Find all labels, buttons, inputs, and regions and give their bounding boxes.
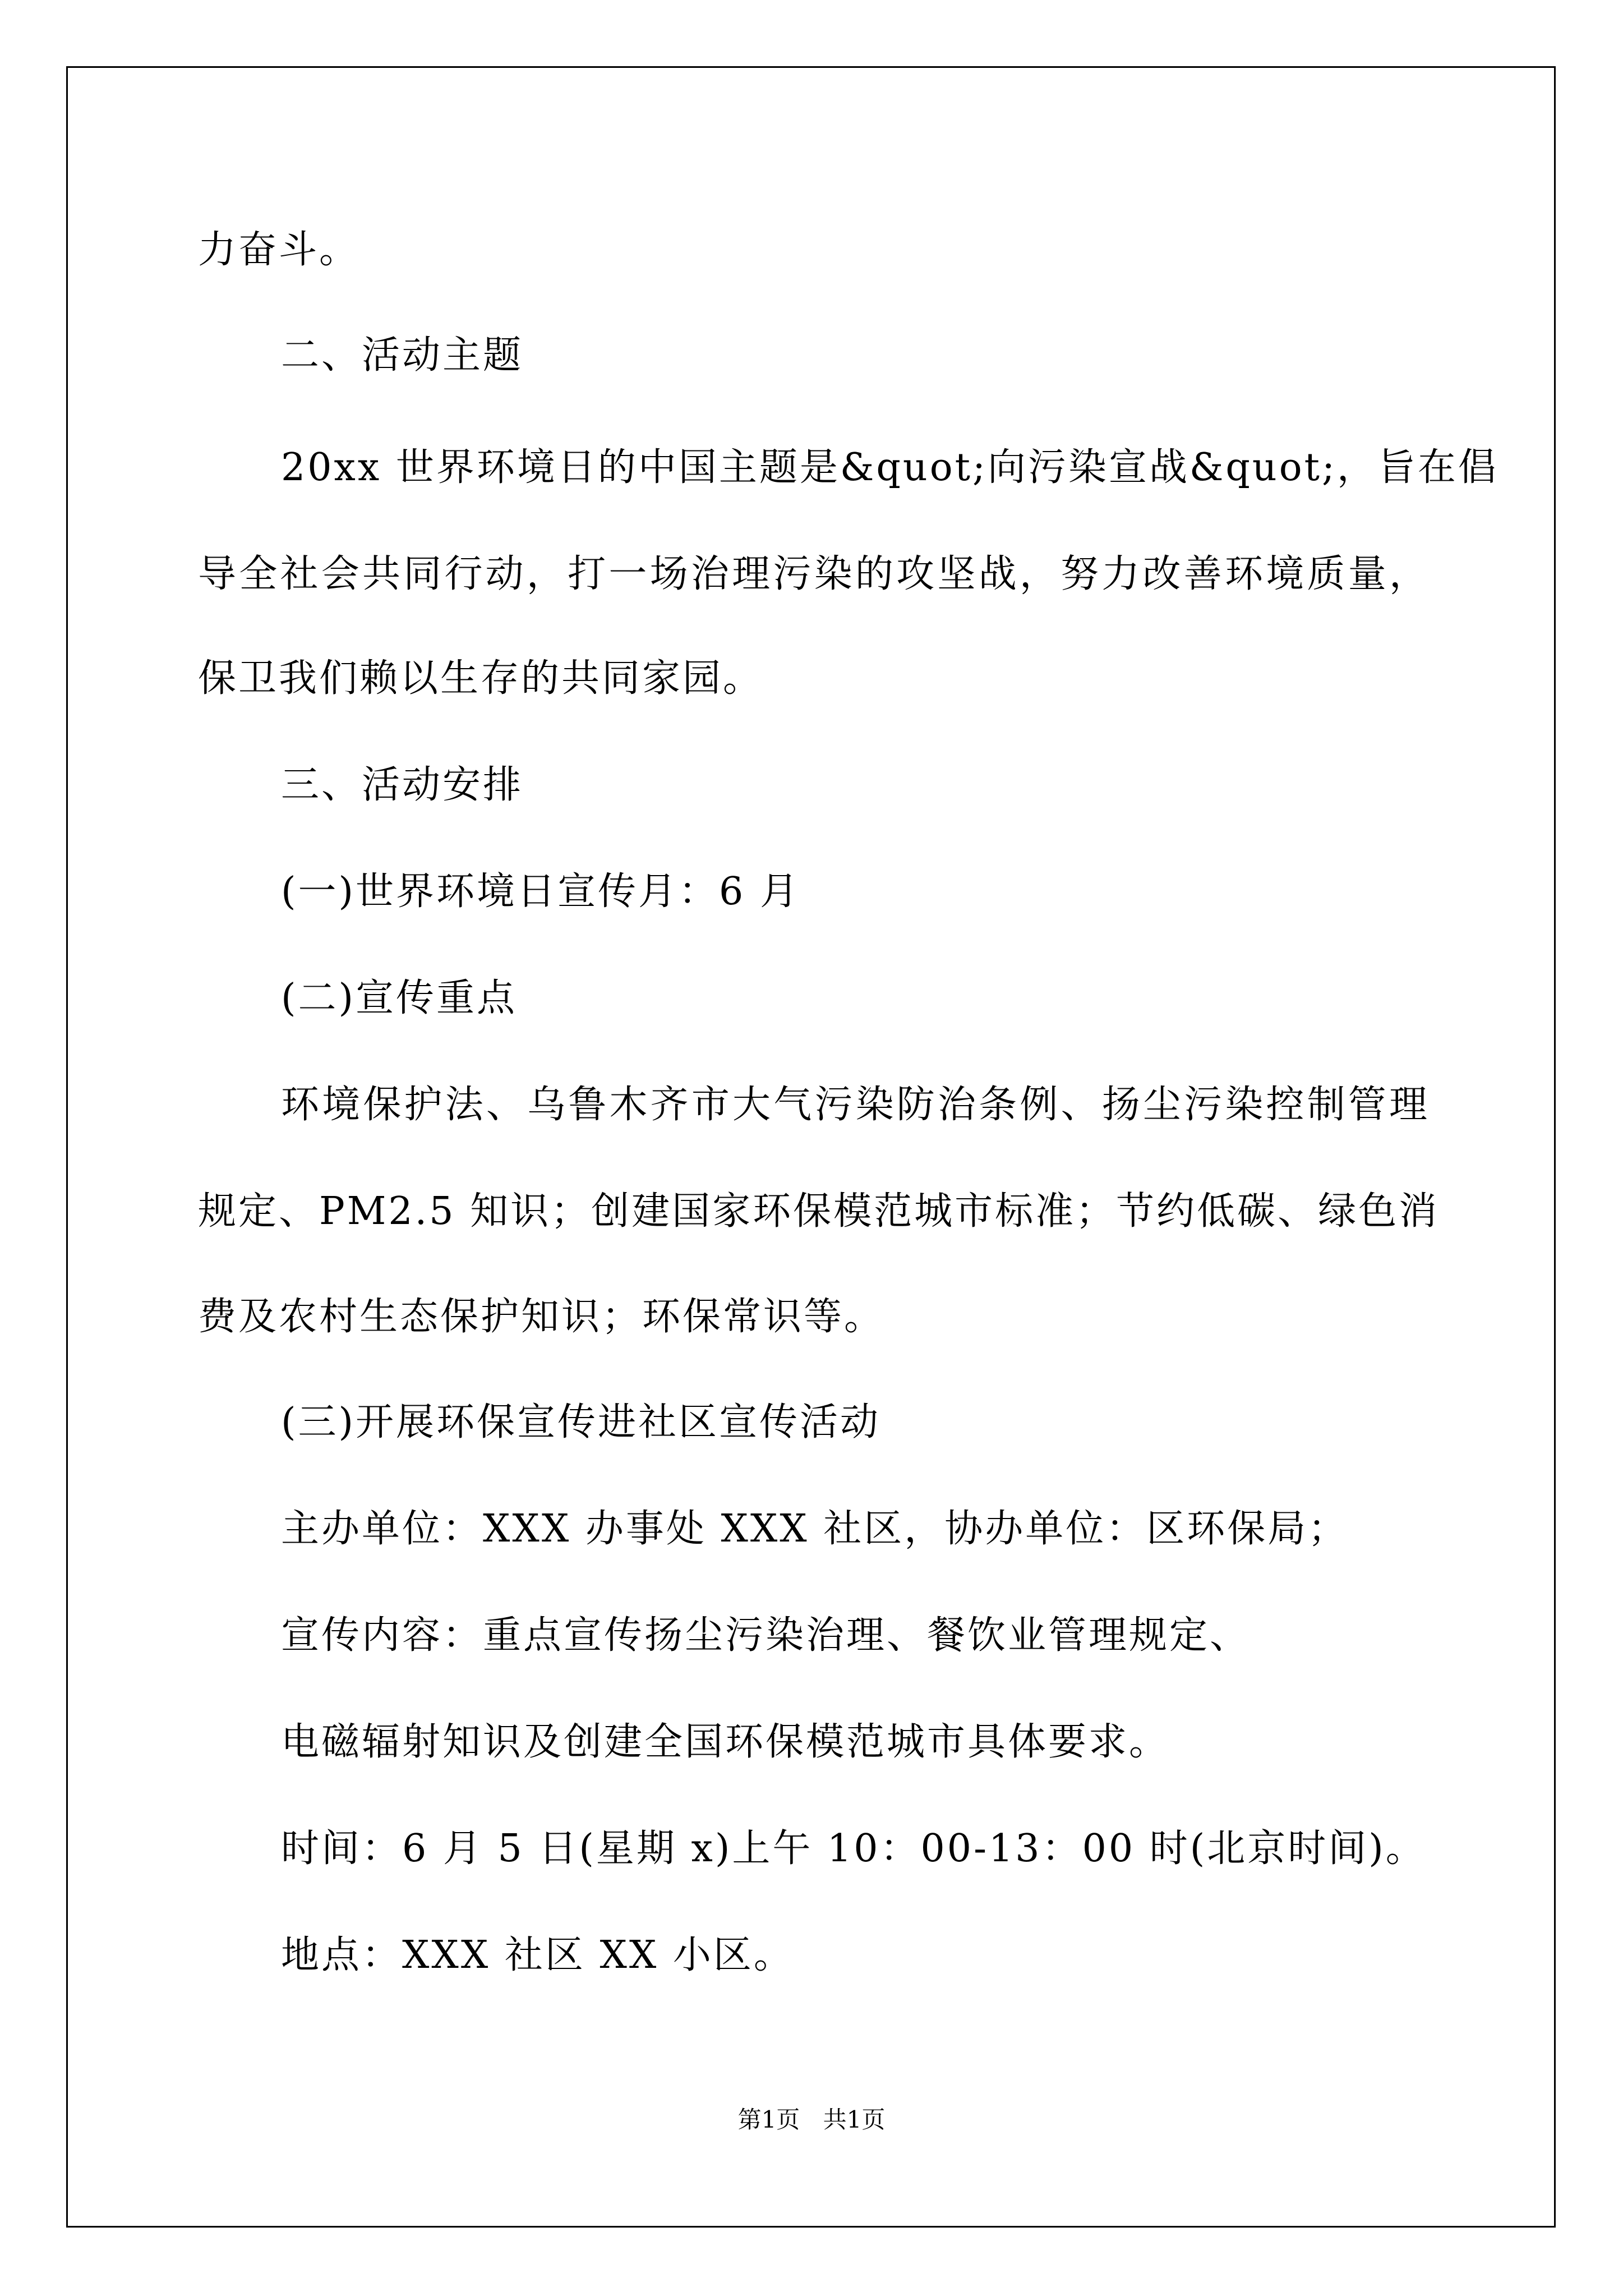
page-number: 第1页 [737, 2106, 800, 2133]
page-border [66, 66, 1556, 2228]
text-line: 地点：XXX 社区 XX 小区。 [281, 1933, 794, 1977]
text-line: 主办单位：XXX 办事处 XXX 社区，协办单位：区环保局； [281, 1507, 1349, 1551]
text-line: 规定、PM2.5 知识；创建国家环保模范城市标准；节约低碳、绿色消 [198, 1189, 1440, 1234]
text-line: 电磁辐射知识及创建全国环保模范城市具体要求。 [281, 1720, 1170, 1764]
page-footer [0, 2106, 1623, 2134]
text-line: 环境保护法、乌鲁木齐市大气污染防治条例、扬尘污染控制管理 [281, 1083, 1430, 1127]
text-line: 时间：6 月 5 日(星期 x)上午 10：00-13：00 时(北京时间)。 [281, 1826, 1426, 1871]
subsection-heading: (二)宣传重点 [281, 976, 518, 1020]
section-heading: 二、活动主题 [281, 333, 524, 378]
section-heading: 三、活动安排 [281, 763, 524, 807]
subsection-heading: (三)开展环保宣传进社区宣传活动 [281, 1400, 881, 1444]
text-line: 20xx 世界环境日的中国主题是&quot;向污染宣战&quot;，旨在倡 [281, 445, 1498, 490]
text-line: 费及农村生态保护知识；环保常识等。 [198, 1295, 885, 1339]
text-line: 宣传内容：重点宣传扬尘污染治理、餐饮业管理规定、 [281, 1613, 1251, 1658]
subsection-heading: (一)世界环境日宣传月：6 月 [281, 869, 800, 914]
text-line: 保卫我们赖以生存的共同家园。 [198, 656, 764, 701]
text-line: 导全社会共同行动，打一场治理污染的攻坚战，努力改善环境质量， [198, 552, 1430, 596]
page-total: 共1页 [823, 2106, 886, 2133]
text-line: 力奋斗。 [198, 228, 360, 272]
